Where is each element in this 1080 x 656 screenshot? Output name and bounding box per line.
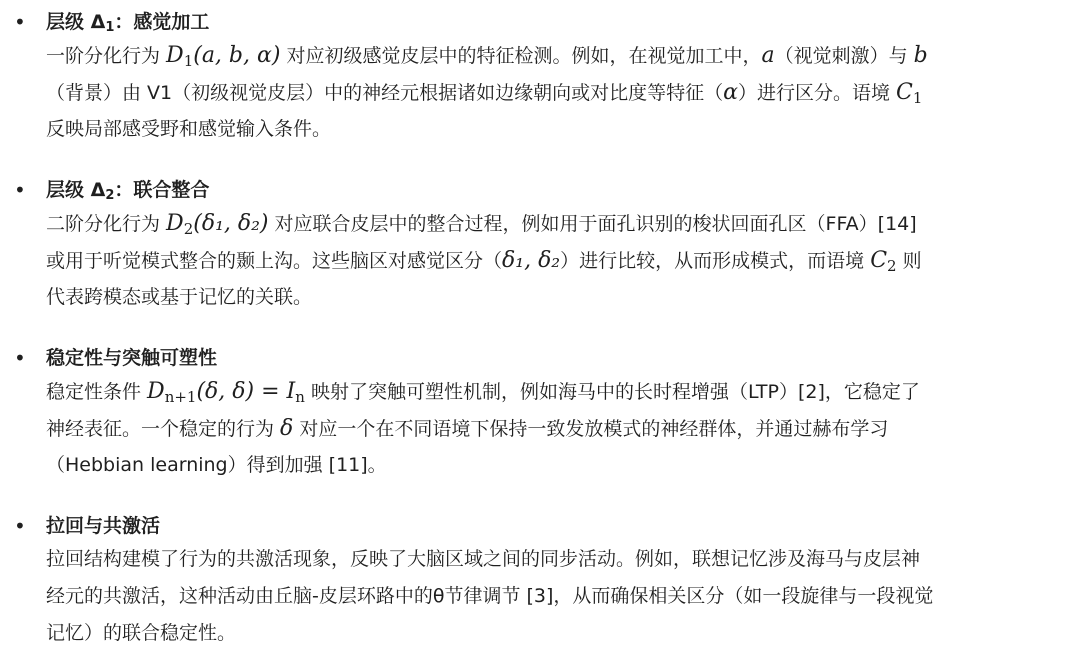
text-run: （视觉刺激）与 [774,45,914,67]
text-run: 拉回结构建模了行为的共激活现象，反映了大脑区域之间的同步活动。例如，联想记忆涉及海马与皮层神 [46,548,921,570]
item-heading [46,344,1060,372]
math-symbol: δ [280,416,294,441]
body-line [46,37,1060,74]
text-run: 经元的共激活，这种活动由丘脑-皮层环路中的θ节律调节 [3]，从而确保相关区分（如一段旋律与一段视觉 [46,585,934,607]
item-body [46,37,1060,148]
text-run: 一阶分化行为 [46,45,167,67]
math-symbol: D [147,379,165,404]
heading-subscript: 2 [105,188,115,203]
text-run: 神经表征。一个稳定的行为 [46,418,281,440]
body-line [46,373,1060,410]
text-run: 代表跨模态或基于记忆的关联。 [46,286,313,308]
heading-suffix: ：联合整合 [114,179,210,201]
math-symbol: C [870,248,888,273]
bullet-dot: • [14,10,26,34]
heading-text: 层级 Δ [46,179,106,201]
text-run: （背景）由 V1（初级视觉皮层）中的神经元根据诸如边缘朝向或对比度等特征（ [46,82,724,104]
math-symbol: a [761,43,775,68]
heading-subscript: 1 [105,20,115,35]
text-run: （Hebbian learning）得到加强 [11]。 [46,454,387,476]
item-heading [46,512,1060,540]
text-run: 映射了突触可塑性机制，例如海马中的长时程增强（LTP）[2]，它稳定了 [304,381,920,403]
heading-text: 稳定性与突触可塑性 [46,347,218,369]
item-heading [46,8,1060,36]
text-run: ）进行区分。语境 [738,82,897,104]
text-run: 记忆）的联合稳定性。 [46,622,237,644]
math-args: (δ₁, δ₂) [193,211,269,236]
list-item [0,512,1080,652]
body-line [46,541,1060,578]
math-symbol: α [723,80,738,105]
text-run: 对应联合皮层中的整合过程，例如用于面孔识别的梭状回面孔区（FFA）[14] [268,213,917,235]
math-symbol: C [896,80,913,105]
math-symbol: D [166,211,184,236]
body-line [46,279,1060,316]
item-body [46,373,1060,484]
math-subscript: n [295,388,305,406]
text-run: 或用于听觉模式整合的颞上沟。这些脑区对感觉区分（ [46,250,503,272]
math-expression [870,248,896,273]
heading-text: 层级 Δ [46,11,106,33]
body-line [46,242,1060,279]
item-body [46,205,1060,316]
math-symbol: b [913,43,928,68]
body-line [46,410,1060,447]
text-run: 对应初级感觉皮层中的特征检测。例如，在视觉加工中， [280,45,762,67]
bullet-dot: • [14,346,26,370]
math-subscript: 1 [912,89,923,107]
math-expression [166,211,268,236]
math-subscript: n+1 [164,388,197,406]
list-item [0,176,1080,316]
heading-suffix: ：感觉加工 [114,11,210,33]
math-subscript: 2 [183,220,194,238]
item-heading [46,176,1060,204]
body-line [46,205,1060,242]
math-args: (δ, δ) = I [196,379,296,404]
math-symbol: D [166,43,184,68]
body-line [46,615,1060,652]
body-line [46,447,1060,484]
math-expression [147,379,305,404]
math-expression [896,80,922,105]
text-run: 对应一个在不同语境下保持一致发放模式的神经群体，并通过赫布学习 [293,418,889,440]
heading-text: 拉回与共激活 [46,515,161,537]
math-symbol: δ₁, δ₂ [502,248,561,273]
text-run: 二阶分化行为 [46,213,167,235]
math-expression [166,43,280,68]
math-subscript: 1 [183,52,194,70]
math-args: (a, b, α) [193,43,281,68]
list-item [0,8,1080,148]
text-run: ）进行比较，从而形成模式，而语境 [560,250,871,272]
math-subscript: 2 [887,257,897,275]
body-line [46,578,1060,615]
text-run: 反映局部感受野和感觉输入条件。 [46,118,332,140]
bullet-dot: • [14,178,26,202]
bullet-dot: • [14,514,26,538]
list-item [0,344,1080,484]
text-run: 稳定性条件 [46,381,148,403]
text-run: 则 [896,250,922,272]
item-body [46,541,1060,652]
body-line [46,111,1060,148]
body-line [46,74,1060,111]
